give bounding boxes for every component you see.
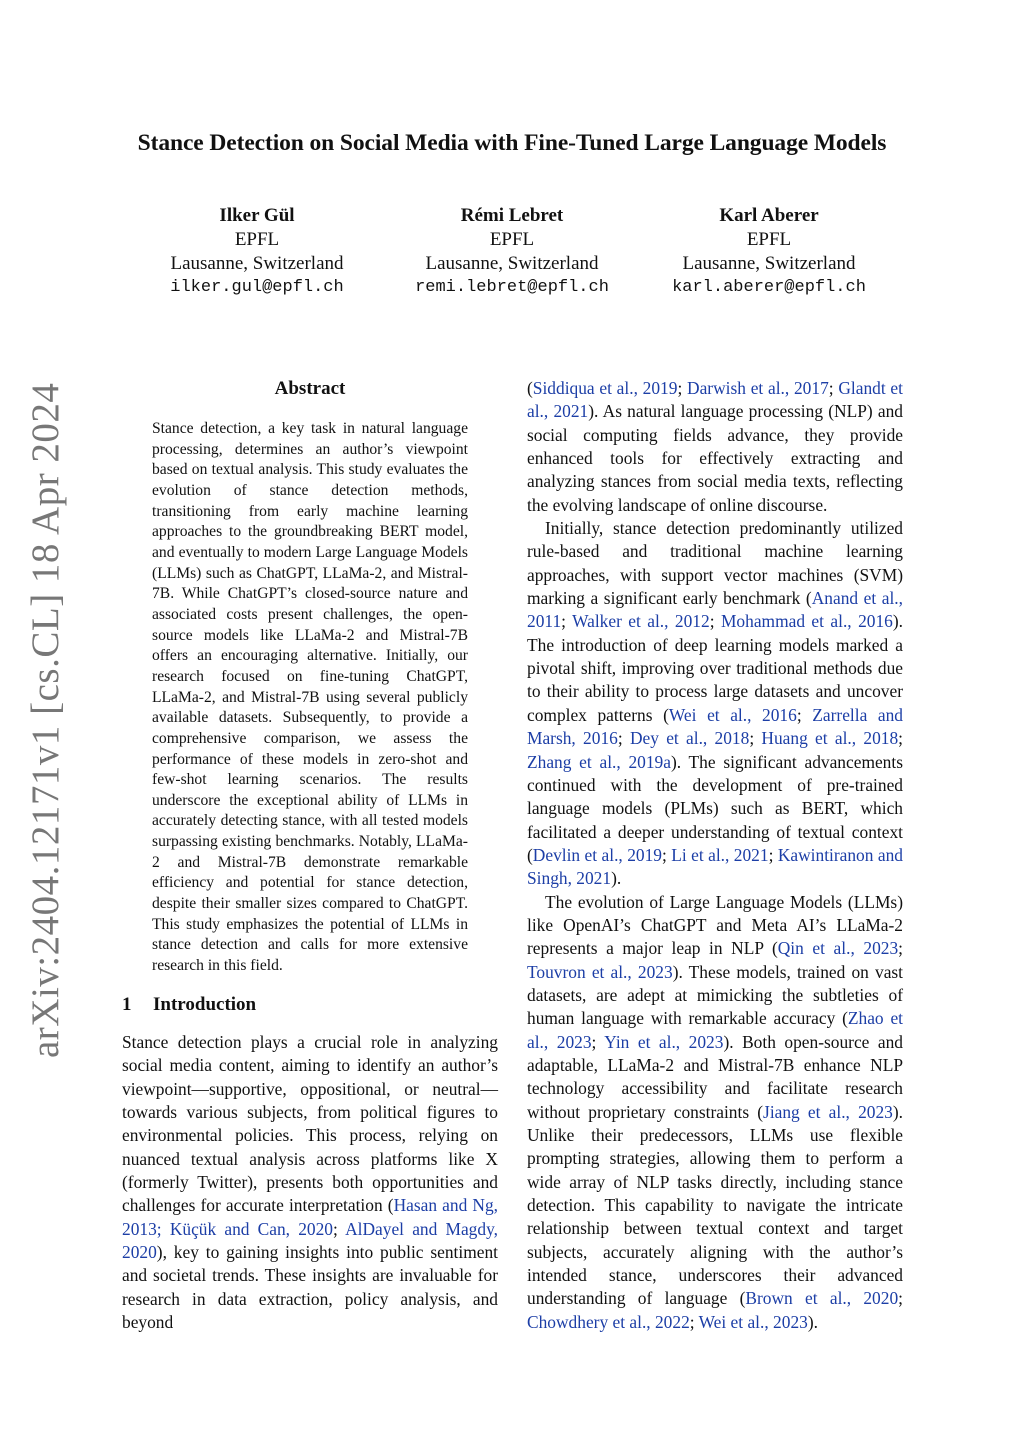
author-name: Rémi Lebret xyxy=(460,205,564,226)
author-2 xyxy=(392,204,632,300)
citation-separator: ; xyxy=(689,1311,699,1332)
author-affiliation: EPFL xyxy=(746,229,792,250)
citation-separator: ; xyxy=(156,1218,170,1239)
author-affiliation: EPFL xyxy=(489,229,535,250)
body-text: ). Unlike their predecessors, LLMs use flexible prompting strategies, allowing them to perform a wide array of NLP tasks directly, including stance detection. This capability to navigate the intricate relationship between textual context and target subjects, accurately aligning with the author’s intended stance, underscores their advanced understanding of language ( xyxy=(527,1101,903,1309)
abstract-heading: Abstract xyxy=(274,378,346,399)
citation-link[interactable]: Wei et al., 2023 xyxy=(698,1311,808,1332)
citation-link[interactable]: Brown et al., 2020 xyxy=(745,1288,899,1309)
citation-link[interactable]: AlDayel and Magdy, 2020 xyxy=(122,1218,498,1263)
citation-separator: ; xyxy=(561,611,573,632)
author-name: Ilker Gül xyxy=(219,205,295,226)
body-text: ). The introduction of deep learning models marked a pivotal shift, improving over traditional methods due to their ability to process large datasets and uncover complex patterns ( xyxy=(527,611,903,725)
citation-separator: ; xyxy=(709,611,721,632)
arxiv-identifier: arXiv:2404.12171v1 [cs.CL] 18 Apr 2024 xyxy=(24,382,67,1058)
citation-separator: ; xyxy=(828,378,839,398)
citation-link[interactable]: Touvron et al., 2023 xyxy=(527,961,673,982)
author-email[interactable]: karl.aberer@epfl.ch xyxy=(672,278,866,297)
citation-link[interactable]: Darwish et al., 2017 xyxy=(687,378,829,398)
citation-link[interactable]: Huang et al., 2018 xyxy=(761,728,899,749)
right-column-body xyxy=(527,377,903,1334)
author-email[interactable]: remi.lebret@epfl.ch xyxy=(415,278,609,297)
citation-separator: ; xyxy=(898,938,903,959)
intro-paragraph-1 xyxy=(122,1031,498,1334)
citation-separator: ; xyxy=(898,728,904,749)
author-affiliation: EPFL xyxy=(234,229,280,250)
citation-link[interactable]: Anand et al., 2011 xyxy=(527,588,904,632)
citation-separator: ; xyxy=(617,728,630,749)
citation-link[interactable]: Mohammad et al., 2016 xyxy=(720,611,893,632)
body-text: ). Both open-source and adaptable, LLaMa-2 and Mistral-7B enhance NLP technology accessibility and facilitate research without proprietary constraints ( xyxy=(527,1031,903,1122)
citation-separator: ; xyxy=(749,728,762,749)
body-text: Initially, stance detection predominantly utilized rule-based and traditional machine learning approaches, with support vector machines (SVM) marking a significant early benchmark ( xyxy=(527,518,903,609)
body-text: ), key to gaining insights into public sentiment and societal trends. These insights are invaluable for research in data extraction, policy analysis, and beyond xyxy=(122,1242,498,1333)
abstract-text: Stance detection, a key task in natural language processing, determines an author’s viewpoint based on textual analysis. This study evaluates the evolution of stance detection methods, transitioning from early machine learning approaches to the groundbreaking BERT model, and eventually to modern Large Language Models (LLMs) such as ChatGPT, LLaMa-2, and Mistral-7B. While ChatGPT’s closed-source nature and associated costs present challenges, the open-source models like LLaMa-2 and Mistral-7B offers an encouraging alternative. Initially, our research focused on fine-tuning ChatGPT, LLaMa-2, and Mistral-7B using several publicly available datasets. Subsequently, to provide a comprehensive comparison, we assess the performance of these models in zero-shot and few-shot learning scenarios. The results underscore the exceptional ability of LLMs in accurately detecting stance, with all tested models surpassing existing benchmarks. Notably, LLaMa-2 and Mistral-7B demonstrate remarkable efficiency and potential for stance detection, despite their smaller sizes compared to ChatGPT. This study emphasizes the potential of LLMs in stance detection and calls for more extensive research in this field. xyxy=(152,420,468,975)
intro-paragraph-2 xyxy=(527,517,903,891)
body-text: ). xyxy=(807,1311,818,1332)
citation-separator: ; xyxy=(796,704,813,725)
intro-paragraph-3 xyxy=(527,891,903,1335)
citation-link[interactable]: Yin et al., 2023 xyxy=(604,1031,724,1052)
author-3 xyxy=(649,204,889,300)
author-location: Lausanne, Switzerland xyxy=(170,253,344,274)
citation-separator: ; xyxy=(768,844,778,865)
citation-link[interactable]: Zhao et al., 2023 xyxy=(527,1008,903,1052)
citation-link[interactable]: Jiang et al., 2023 xyxy=(763,1101,893,1122)
citation-link[interactable]: Chowdhery et al., 2022 xyxy=(527,1311,690,1332)
body-text: ). As natural language processing (NLP) and social computing fields advance, they provide enhanced tools for effectively extracting and analyzing stances from social media texts, reflecting the evolving landscape of online discourse. xyxy=(527,401,903,515)
citation-separator: ; xyxy=(677,378,688,398)
author-location: Lausanne, Switzerland xyxy=(682,253,856,274)
citation-link[interactable]: Siddiqua et al., 2019 xyxy=(532,378,678,398)
body-text: ( xyxy=(527,378,533,398)
citation-separator: ; xyxy=(333,1218,346,1239)
paper-title: Stance Detection on Social Media with Fine-Tuned Large Language Models xyxy=(137,130,887,156)
citation-link[interactable]: Dey et al., 2018 xyxy=(629,728,750,749)
body-text: ). These models, trained on vast datasets, are adept at mimicking the subtleties of human language with remarkable accuracy ( xyxy=(527,961,904,1029)
author-email[interactable]: ilker.gul@epfl.ch xyxy=(170,278,344,297)
citation-link[interactable]: Li et al., 2021 xyxy=(671,844,769,865)
citation-separator: ; xyxy=(591,1031,605,1052)
body-text: Stance detection plays a crucial role in analyzing social media content, aiming to identify an author’s viewpoint—supportive, oppositional, or neutral—towards various subjects, from political figures to environmental policies. This process, relying on nuanced textual analysis across platforms like X (formerly Twitter), presents both opportunities and challenges for accurate interpretation ( xyxy=(122,1032,498,1216)
citation-link[interactable]: Devlin et al., 2019 xyxy=(532,844,662,865)
citation-link[interactable]: Walker et al., 2012 xyxy=(572,611,710,632)
body-text: ). The significant advancements continued with the development of pre-trained language models (PLMs) such as BERT, which facilitated a deeper understanding of textual context ( xyxy=(527,751,903,865)
citation-link[interactable]: Hasan and Ng, 2013 xyxy=(122,1195,498,1239)
citation-link[interactable]: Küçük and Can, 2020 xyxy=(169,1218,334,1239)
citation-link[interactable]: Wei et al., 2016 xyxy=(668,704,797,725)
citation-separator: ; xyxy=(898,1288,903,1309)
author-name: Karl Aberer xyxy=(719,205,819,226)
citation-separator: ; xyxy=(661,844,672,865)
author-location: Lausanne, Switzerland xyxy=(425,253,599,274)
body-text: The evolution of Large Language Models (LLMs) like OpenAI’s ChatGPT and Meta AI’s LLaMa-2 represents a major leap in NLP ( xyxy=(527,891,903,959)
citation-link[interactable]: Zarrella and Marsh, 2016 xyxy=(527,704,903,749)
section-number: 1 xyxy=(122,994,132,1015)
citation-link[interactable]: Qin et al., 2023 xyxy=(777,938,899,959)
intro-paragraph-1-continued xyxy=(527,377,903,517)
author-1 xyxy=(137,204,377,300)
section-heading-introduction xyxy=(122,994,498,1016)
body-text: ). xyxy=(611,868,622,889)
citation-link[interactable]: Kawintiranon and Singh, 2021 xyxy=(527,844,903,889)
section-title: Introduction xyxy=(153,994,257,1015)
left-column-body xyxy=(122,1031,498,1334)
citation-link[interactable]: Zhang et al., 2019a xyxy=(527,751,671,772)
citation-link[interactable]: Glandt et al., 2021 xyxy=(527,378,903,422)
